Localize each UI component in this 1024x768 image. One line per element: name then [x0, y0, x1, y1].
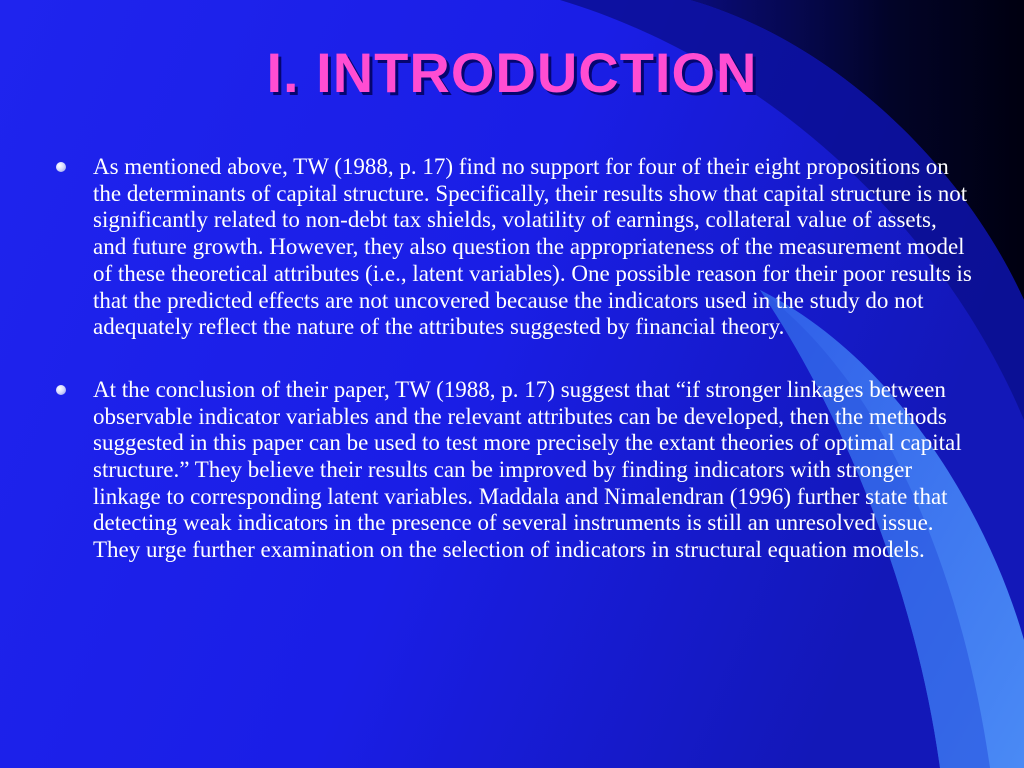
bullet-dot-icon	[56, 385, 66, 395]
bullet-item	[54, 154, 974, 341]
bullet-item	[54, 377, 974, 564]
bullet-list	[54, 154, 974, 564]
bullet-text: As mentioned above, TW (1988, p. 17) find no support for four of their eight propositions on the determinants of capital structure. Specifically, their results show that capital structure is not significantly related to non-debt tax shields, volatility of earnings, collateral value of assets, and future growth. However, they also question the appropriateness of the measurement model of these theoretical attributes (i.e., latent variables). One possible reason for their poor results is that the predicted effects are not uncovered because the indicators used in the study do not adequately reflect the nature of the attributes suggested by financial theory.	[93, 154, 972, 340]
bullet-dot-icon	[56, 162, 66, 172]
slide-title: I. INTRODUCTION	[266, 41, 758, 104]
bullet-text: At the conclusion of their paper, TW (1988, p. 17) suggest that “if stronger linkages between observable indicator variables and the relevant attributes can be developed, then the methods suggested in this paper can be used to test more precisely the extant theories of optimal capital structure.” They believe their results can be improved by finding indicators with stronger linkage to corresponding latent variables. Maddala and Nimalendran (1996) further state that detecting weak indicators in the presence of several instruments is still an unresolved issue. They urge further examination on the selection of indicators in structural equation models.	[93, 376, 962, 563]
